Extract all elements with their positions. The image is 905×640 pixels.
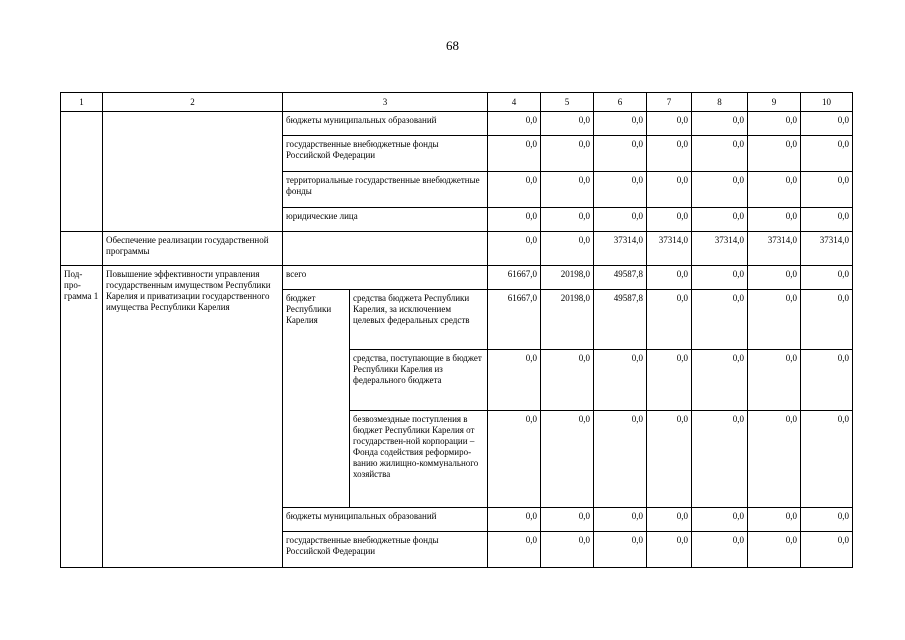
value-cell: 20198,0	[541, 266, 594, 290]
value-cell: 0,0	[488, 136, 541, 172]
value-cell: 0,0	[647, 112, 692, 136]
value-cell: 0,0	[541, 232, 594, 266]
source-label: юридические лица	[283, 208, 488, 232]
value-cell: 0,0	[748, 266, 801, 290]
value-cell: 0,0	[594, 208, 647, 232]
value-cell: 0,0	[748, 112, 801, 136]
value-cell: 0,0	[801, 350, 853, 411]
header-cell: 1	[61, 93, 103, 112]
source-label: государственные внебюджетные фонды Российской Федерации	[283, 136, 488, 172]
table-row	[61, 232, 853, 266]
value-cell: 0,0	[488, 172, 541, 208]
header-cell: 8	[692, 93, 748, 112]
value-cell: 0,0	[647, 411, 692, 508]
page-number: 68	[446, 38, 459, 53]
value-cell: 0,0	[488, 350, 541, 411]
value-cell: 0,0	[541, 350, 594, 411]
value-cell: 0,0	[801, 508, 853, 532]
table-row	[61, 112, 853, 136]
code-cell	[61, 232, 103, 266]
header-cell: 9	[748, 93, 801, 112]
source-label: безвозмездные поступления в бюджет Республики Карелия от государствен-ной корпорации – Фонда содействия реформиро-ванию жилищно-коммунального хозяйства	[350, 411, 488, 508]
value-cell: 0,0	[488, 232, 541, 266]
value-cell: 0,0	[748, 532, 801, 568]
value-cell: 0,0	[748, 350, 801, 411]
value-cell: 0,0	[594, 136, 647, 172]
value-cell: 0,0	[801, 136, 853, 172]
value-cell: 37314,0	[748, 232, 801, 266]
source-label: всего	[283, 266, 488, 290]
value-cell: 0,0	[647, 136, 692, 172]
value-cell: 0,0	[801, 112, 853, 136]
value-cell: 0,0	[647, 532, 692, 568]
value-cell: 0,0	[647, 290, 692, 350]
value-cell: 0,0	[692, 266, 748, 290]
value-cell: 20198,0	[541, 290, 594, 350]
value-cell: 0,0	[801, 266, 853, 290]
source-label	[283, 232, 488, 266]
source-label: средства, поступающие в бюджет Республики Карелия из федерального бюджета	[350, 350, 488, 411]
value-cell: 0,0	[594, 508, 647, 532]
header-cell: 7	[647, 93, 692, 112]
name-cell	[103, 112, 283, 232]
source-label: бюджеты муниципальных образований	[283, 508, 488, 532]
budget-table	[60, 92, 853, 568]
value-cell: 0,0	[594, 350, 647, 411]
value-cell: 0,0	[647, 508, 692, 532]
value-cell: 37314,0	[692, 232, 748, 266]
value-cell: 37314,0	[647, 232, 692, 266]
value-cell: 0,0	[647, 266, 692, 290]
value-cell: 37314,0	[594, 232, 647, 266]
value-cell: 0,0	[488, 508, 541, 532]
source-label: государственные внебюджетные фонды Российской Федерации	[283, 532, 488, 568]
value-cell: 61667,0	[488, 290, 541, 350]
value-cell: 0,0	[541, 532, 594, 568]
value-cell: 0,0	[748, 208, 801, 232]
source-label: бюджеты муниципальных образований	[283, 112, 488, 136]
value-cell: 0,0	[692, 290, 748, 350]
value-cell: 0,0	[541, 508, 594, 532]
value-cell: 0,0	[594, 172, 647, 208]
value-cell: 49587,8	[594, 290, 647, 350]
header-cell: 5	[541, 93, 594, 112]
header-cell: 10	[801, 93, 853, 112]
value-cell: 0,0	[488, 208, 541, 232]
value-cell: 37314,0	[801, 232, 853, 266]
value-cell: 0,0	[748, 508, 801, 532]
value-cell: 0,0	[541, 136, 594, 172]
value-cell: 0,0	[748, 290, 801, 350]
value-cell: 0,0	[488, 532, 541, 568]
value-cell: 61667,0	[488, 266, 541, 290]
value-cell: 0,0	[801, 411, 853, 508]
value-cell: 0,0	[801, 208, 853, 232]
value-cell: 0,0	[801, 532, 853, 568]
source-label: средства бюджета Республики Карелия, за исключением целевых федеральных средств	[350, 290, 488, 350]
value-cell: 0,0	[541, 208, 594, 232]
value-cell: 0,0	[692, 411, 748, 508]
value-cell: 49587,8	[594, 266, 647, 290]
value-cell: 0,0	[594, 112, 647, 136]
header-row	[61, 93, 853, 112]
value-cell: 0,0	[692, 112, 748, 136]
value-cell: 0,0	[748, 411, 801, 508]
value-cell: 0,0	[647, 350, 692, 411]
value-cell: 0,0	[647, 208, 692, 232]
subprogram-name: Повышение эффективности управления государственным имуществом Республики Карелия и приватизации государственного имущества Республики Карелия	[103, 266, 283, 568]
value-cell: 0,0	[748, 172, 801, 208]
value-cell: 0,0	[488, 411, 541, 508]
header-cell: 4	[488, 93, 541, 112]
value-cell: 0,0	[692, 508, 748, 532]
value-cell: 0,0	[594, 532, 647, 568]
value-cell: 0,0	[801, 290, 853, 350]
value-cell: 0,0	[488, 112, 541, 136]
value-cell: 0,0	[541, 172, 594, 208]
value-cell: 0,0	[692, 136, 748, 172]
header-cell: 3	[283, 93, 488, 112]
name-cell: Обеспечение реализации государственной программы	[103, 232, 283, 266]
value-cell: 0,0	[692, 172, 748, 208]
subprogram-code: Под-про-грамма 1	[61, 266, 103, 568]
budget-group-label: бюджет Республики Карелия	[283, 290, 350, 508]
header-cell: 2	[103, 93, 283, 112]
value-cell: 0,0	[594, 411, 647, 508]
code-cell	[61, 112, 103, 232]
value-cell: 0,0	[692, 532, 748, 568]
value-cell: 0,0	[541, 112, 594, 136]
value-cell: 0,0	[692, 208, 748, 232]
value-cell: 0,0	[692, 350, 748, 411]
value-cell: 0,0	[748, 136, 801, 172]
value-cell: 0,0	[541, 411, 594, 508]
source-label: территориальные государственные внебюджетные фонды	[283, 172, 488, 208]
value-cell: 0,0	[647, 172, 692, 208]
table-row	[61, 266, 853, 290]
header-cell: 6	[594, 93, 647, 112]
value-cell: 0,0	[801, 172, 853, 208]
